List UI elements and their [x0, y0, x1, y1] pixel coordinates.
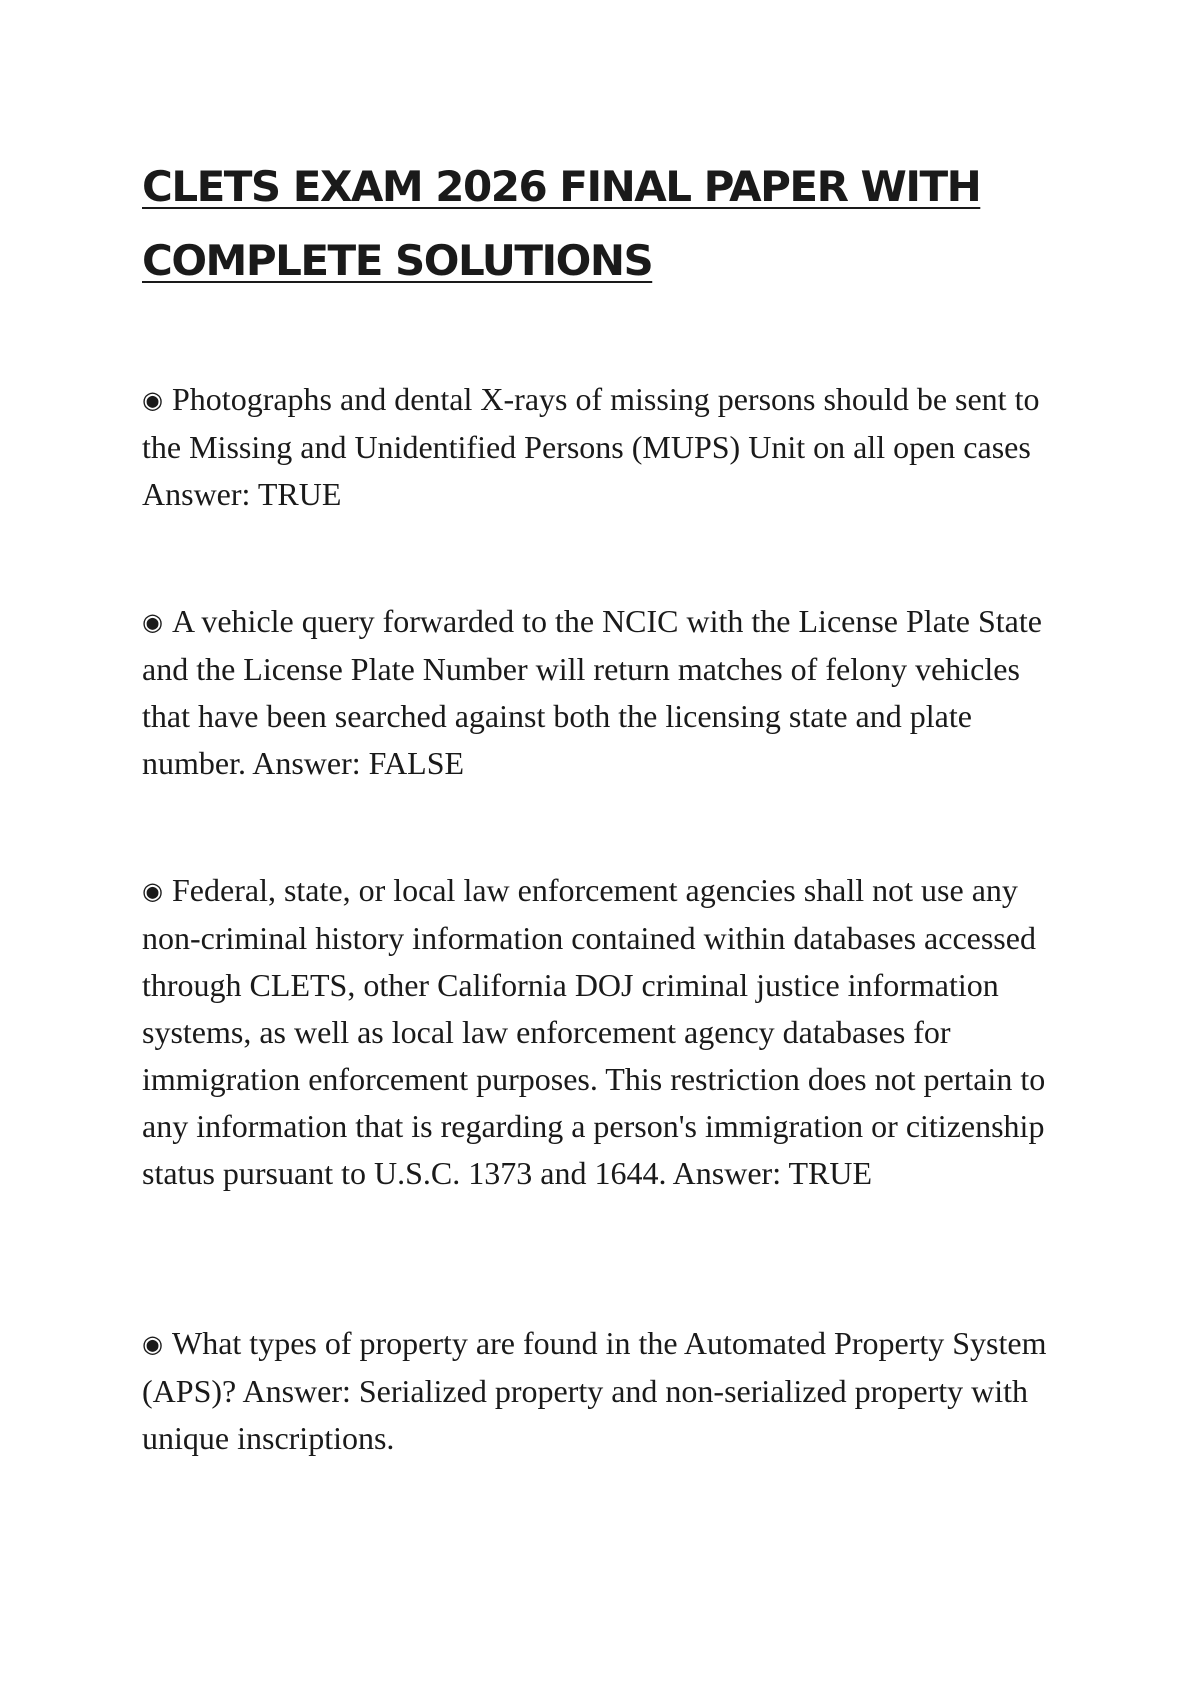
bullet-icon: ◉ [142, 877, 163, 905]
bullet-icon: ◉ [142, 1330, 163, 1358]
question-answer-text: Photographs and dental X-rays of missing persons should be sent to the Missing and Unidentified Persons (MUPS) Unit on all open cases Answer: TRUE [142, 381, 1040, 512]
question-answer-item [142, 376, 1072, 518]
bullet-icon: ◉ [142, 608, 163, 636]
question-answer-text: What types of property are found in the Automated Property System (APS)? Answer: Serialized property and non-serialized property with unique inscriptions. [142, 1325, 1047, 1456]
question-answer-item [142, 598, 1072, 787]
title-line-2: COMPLETE SOLUTIONS [142, 236, 653, 285]
question-answer-text: Federal, state, or local law enforcement agencies shall not use any non-criminal history information contained within databases accessed through CLETS, other California DOJ criminal justice information systems, as well as local law enforcement agency databases for immigration enforcement purposes. This restriction does not pertain to any information that is regarding a person's immigration or citizenship status pursuant to U.S.C. 1373 and 1644. Answer: TRUE [142, 872, 1046, 1191]
question-answer-item [142, 867, 1072, 1197]
page-title [142, 150, 1062, 298]
bullet-icon: ◉ [142, 386, 163, 414]
title-line-1: CLETS EXAM 2026 FINAL PAPER WITH [142, 162, 981, 211]
question-answer-text: A vehicle query forwarded to the NCIC with the License Plate State and the License Plate Number will return matches of felony vehicles that have been searched against both the licensing state and plate number. Answer: FALSE [142, 603, 1042, 781]
question-answer-item [142, 1320, 1072, 1462]
